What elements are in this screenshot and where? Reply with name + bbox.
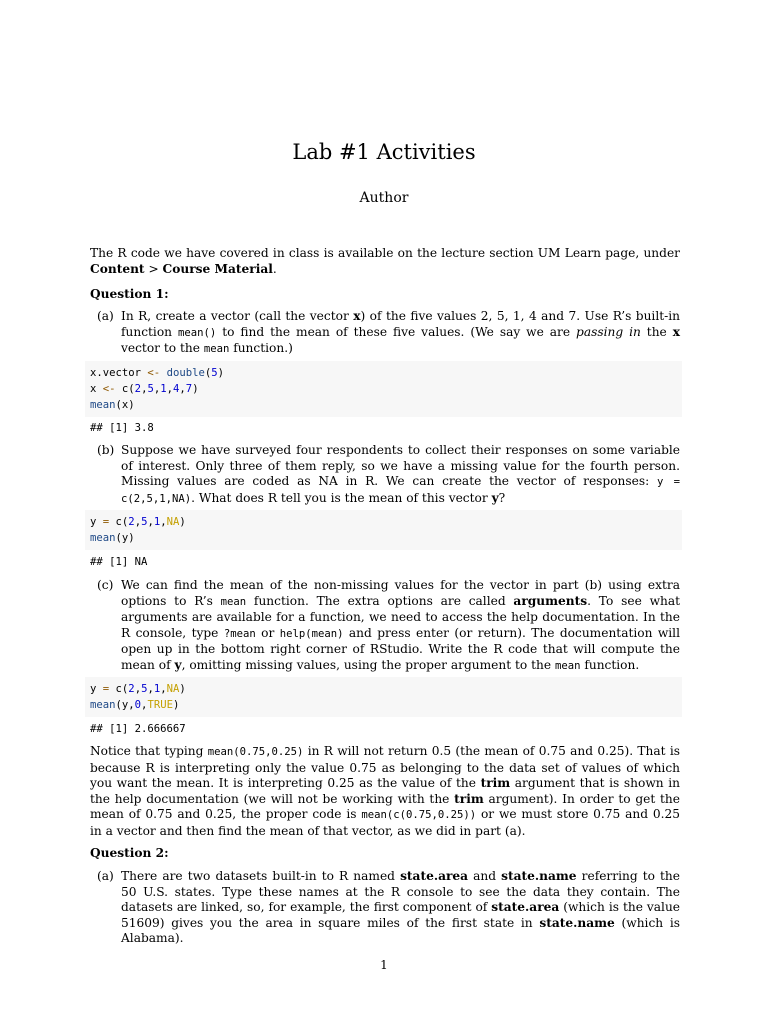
code-line: mean(y): [90, 532, 135, 544]
text-run: Suppose we have surveyed four respondents to collect their responses on some variable of interest. Only three of them reply, so we have a missing value for the fourth person. Missing values are coded as NA in R. We can create the vector of responses:: [121, 443, 680, 488]
text-run: argument). In order to get the mean of 0.75 and 0.25, the proper code is: [90, 791, 680, 821]
bold-run: arguments: [513, 593, 588, 608]
text-run: There are two datasets built-in to R named: [121, 869, 401, 883]
inline-code: mean(): [177, 326, 217, 339]
text-run: referring to the 50 U.S. states. Type these names at the R console to see the data they contain. The datasets are linked, so, for example, the first component of: [121, 869, 680, 914]
inline-code: y = c(2,5,1,NA): [121, 476, 680, 505]
text-run: or we must store 0.75 and 0.25 in a vector and then find the mean of that vector, as we did in part (a).: [90, 807, 681, 838]
question-1c: [97, 578, 680, 674]
item-text: [121, 309, 680, 358]
page-number: 1: [380, 958, 388, 972]
intro-separator: >: [144, 261, 163, 276]
output-1b: ## [1] NA: [90, 556, 148, 568]
bold-run: trim: [480, 776, 511, 790]
text-run: or: [255, 625, 280, 640]
question-1a: [97, 309, 680, 358]
inline-code: mean(0.75,0.25): [207, 746, 304, 758]
inline-code: mean(c(0.75,0.25)): [361, 809, 477, 821]
notice-paragraph: [90, 744, 680, 839]
code-block-1c: [85, 677, 682, 717]
item-text: [121, 578, 680, 674]
item-label: (a): [97, 869, 114, 883]
code-line: mean(y,0,TRUE): [90, 699, 180, 711]
item-label: (c): [97, 578, 114, 592]
text-run: the: [640, 324, 673, 339]
text-run: argument that is shown in the help documentation (we will not be working with the: [90, 776, 680, 806]
code-line: x.vector <- double(5): [90, 367, 225, 379]
question-1-heading: Question 1:: [90, 287, 169, 301]
code-line: y = c(2,5,1,NA): [90, 683, 186, 695]
intro-period: .: [272, 261, 277, 276]
intro-bold-course-material: Course Material: [162, 261, 273, 276]
item-text: [121, 443, 680, 507]
question-2-heading: Question 2:: [90, 846, 169, 860]
bold-run: y: [491, 490, 499, 505]
code-line: x <- c(2,5,1,4,7): [90, 383, 199, 395]
text-run: (which is the value 51609) gives you the area in square miles of the first state in: [121, 900, 681, 930]
text-run: , omitting missing values, using the proper argument to the: [181, 657, 555, 672]
text-run: vector to the: [121, 341, 204, 355]
text-run: ) of the five values 2, 5, 1, 4 and 7. Use R’s built-in function: [121, 309, 680, 339]
text-run: We can find the mean of the non-missing values for the vector in part (b) using extra options to R’s: [121, 578, 680, 608]
code-line: y = c(2,5,1,NA): [90, 516, 186, 528]
question-1b: [97, 443, 680, 507]
text-run: function.: [580, 657, 640, 672]
question-2a: [97, 869, 680, 947]
inline-code: mean: [203, 343, 230, 355]
bold-run: state.area: [400, 869, 469, 883]
text-run: . To see what arguments are available for a function, we need to access the help documentation. In the R console, type: [121, 593, 681, 640]
text-run: Notice that typing: [90, 744, 208, 758]
intro-text: The R code we have covered in class is available on the lecture section UM Learn page, under: [90, 246, 680, 260]
output-1a: ## [1] 3.8: [90, 422, 154, 434]
bold-run: state.name: [539, 915, 615, 930]
bold-run: x: [353, 309, 361, 323]
document-author: Author: [359, 190, 409, 206]
bold-run: trim: [454, 791, 484, 806]
code-block-1b: [85, 510, 682, 550]
item-label: (b): [97, 443, 115, 457]
text-run: (which is Alabama).: [121, 915, 680, 945]
text-run: in R will not return 0.5 (the mean of 0.75 and 0.25). That is because R is interpreting only the value 0.75 as belonging to the data set of values of which you want the mean. It is interpreting 0.25 as the value of the: [90, 744, 680, 790]
bold-run: state.name: [501, 869, 577, 883]
document-title: Lab #1 Activities: [292, 140, 476, 164]
item-text: [121, 869, 680, 947]
text-run: and: [468, 869, 502, 883]
bold-run: state.area: [491, 900, 560, 914]
text-run: function. The extra options are called: [246, 593, 514, 608]
item-label: (a): [97, 309, 114, 323]
text-run: function.): [229, 341, 293, 355]
code-block-1a: [85, 361, 682, 417]
italic-run: passing in: [576, 324, 641, 339]
text-run: to find the mean of these five values. (We say we are: [216, 324, 577, 339]
bold-run: y: [174, 657, 182, 672]
inline-code: mean: [554, 659, 581, 672]
inline-code: help(mean): [279, 627, 344, 640]
inline-code: ?mean: [223, 627, 256, 640]
text-run: ?: [498, 490, 506, 505]
text-run: . What does R tell you is the mean of this vector: [191, 490, 492, 505]
text-run: and press enter (or return). The documentation will open up in the bottom right corner of RStudio. Write the R code that will compute the mean of: [121, 625, 680, 672]
inline-code: mean: [220, 595, 247, 608]
code-line: mean(x): [90, 399, 135, 411]
bold-run: x: [672, 324, 680, 339]
intro-bold-content: Content: [90, 261, 145, 276]
intro-paragraph: [90, 246, 680, 277]
text-run: In R, create a vector (call the vector: [121, 309, 354, 323]
output-1c: ## [1] 2.666667: [90, 723, 186, 735]
